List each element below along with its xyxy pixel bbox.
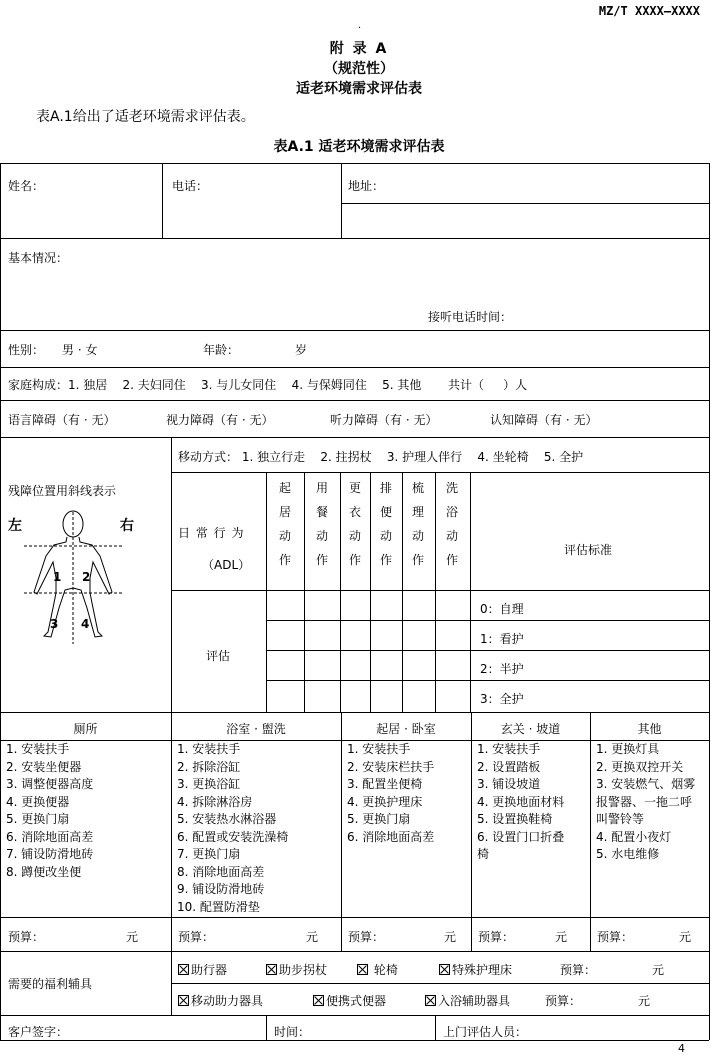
list-item: 8. 蹲便改坐便	[6, 864, 82, 879]
page-number: 4	[678, 1042, 685, 1055]
list-item: 3. 安装燃气、烟雾	[596, 777, 696, 791]
checked-box-icon[interactable]	[313, 995, 324, 1006]
list-item: 2. 安装床栏扶手	[347, 759, 435, 774]
list-item: 1. 安装扶手	[6, 742, 70, 756]
other-items	[596, 741, 695, 864]
adl-col-rising: 起 居 动 作	[278, 481, 291, 567]
age-unit: 岁	[295, 343, 308, 357]
list-item: 4. 更换便器	[6, 794, 70, 809]
list-item: 2. 设置踏板	[477, 759, 541, 774]
list-item: 2. 更换双控开关	[596, 759, 684, 774]
entrance-items	[477, 741, 564, 864]
mobility-mode[interactable]: 移动方式： 1. 独立行走 2. 拄拐杖 3. 护理人伴行 4. 坐轮椅 5. 全护	[178, 450, 584, 464]
criteria-2: 2：半护	[480, 662, 524, 676]
list-item: 椅	[477, 847, 490, 861]
standard-number: MZ/T XXXX—XXXX	[598, 4, 700, 18]
list-item: 9. 铺设防滑地砖	[177, 882, 265, 896]
budget-other-label[interactable]: 预算：	[597, 930, 634, 944]
budget-bathroom-label[interactable]: 预算：	[178, 930, 215, 944]
basic-info-label: 基本情况：	[8, 251, 69, 265]
call-time-label: 接听电话时间：	[428, 310, 513, 324]
list-item: 5. 安装热水淋浴器	[177, 812, 277, 826]
body-diagram-caption: 残障位置用斜线表示	[8, 484, 117, 498]
aid-crutch[interactable]: 助步拐杖	[266, 961, 327, 978]
budget-entrance-label[interactable]: 预算：	[478, 930, 515, 944]
checked-box-icon[interactable]	[266, 964, 277, 975]
list-item: 1. 安装扶手	[477, 742, 541, 756]
list-item: 6. 配置或安装洗澡椅	[177, 829, 289, 844]
list-item: 6. 设置门口折叠	[477, 829, 565, 844]
criteria-3: 3：全护	[480, 692, 524, 706]
aids-budget-unit-1: 元	[652, 963, 665, 977]
body-region-3: 3	[50, 617, 59, 631]
budget-other-unit: 元	[679, 930, 692, 944]
list-item: 3. 配置坐便椅	[347, 777, 423, 791]
list-item: 5. 更换门扇	[6, 812, 70, 826]
dot-mark: .	[358, 20, 362, 31]
checked-box-icon[interactable]	[357, 964, 368, 975]
list-item: 1. 安装扶手	[347, 742, 411, 756]
body-region-4: 4	[81, 617, 90, 631]
aid-walker[interactable]: 助行器	[178, 961, 227, 978]
hearing-impairment[interactable]: 听力障碍（有 · 无）	[330, 413, 438, 427]
adl-label: 日 常 行 为	[178, 526, 245, 540]
budget-bathroom-unit: 元	[306, 930, 319, 944]
area-title-entrance: 玄关 · 坡道	[500, 722, 561, 736]
adl-col-dressing: 更 衣 动 作	[348, 481, 361, 567]
area-title-toilet: 厕所	[73, 722, 98, 736]
list-item: 4. 更换护理床	[347, 794, 423, 809]
area-title-bedroom: 起居 · 卧室	[376, 722, 436, 736]
list-item: 3. 更换浴缸	[177, 777, 241, 791]
adl-abbrev: （ADL）	[202, 558, 251, 572]
criteria-1: 1：看护	[480, 632, 524, 646]
aid-portable-toilet[interactable]: 便携式便器	[313, 992, 386, 1009]
assessor-field[interactable]: 上门评估人员：	[443, 1025, 528, 1039]
right-side-label: 右	[120, 518, 134, 534]
area-title-other: 其他	[637, 722, 662, 736]
adl-col-grooming: 梳 理 动 作	[411, 481, 424, 567]
list-item: 7. 铺设防滑地砖	[6, 847, 94, 861]
appendix-label: 附 录 A	[329, 41, 389, 57]
criteria-header: 评估标准	[564, 543, 613, 557]
budget-toilet-unit: 元	[126, 930, 139, 944]
list-item: 4. 拆除淋浴房	[177, 794, 253, 809]
list-item: 6. 消除地面高差	[6, 829, 94, 844]
cognitive-impairment[interactable]: 认知障碍（有 · 无）	[490, 413, 598, 427]
list-item: 2. 拆除浴缸	[177, 759, 241, 774]
list-item: 5. 更换门扇	[347, 812, 411, 826]
checked-box-icon[interactable]	[425, 995, 436, 1006]
checked-box-icon[interactable]	[178, 964, 189, 975]
table-title: 表A.1 适老环境需求评估表	[273, 139, 445, 155]
list-item: 2. 安装坐便器	[6, 759, 82, 774]
budget-bedroom-label[interactable]: 预算：	[348, 930, 385, 944]
budget-toilet-label[interactable]: 预算：	[8, 930, 45, 944]
adl-col-bathing: 洗 浴 动 作	[445, 481, 458, 567]
bedroom-items	[347, 741, 434, 846]
age-label: 年龄：	[203, 343, 240, 357]
list-item: 5. 水电维修	[596, 847, 660, 861]
aids-budget-label-1[interactable]: 预算：	[560, 963, 597, 977]
list-item: 报警器、一拖二呼	[596, 794, 693, 809]
language-impairment[interactable]: 语言障碍（有 · 无）	[8, 413, 116, 427]
aid-bathing-device[interactable]: 入浴辅助器具	[425, 992, 510, 1009]
checked-box-icon[interactable]	[178, 995, 189, 1006]
checked-box-icon[interactable]	[439, 964, 450, 975]
evaluation-label: 评估	[206, 649, 231, 663]
adl-col-toileting: 排 便 动 作	[379, 481, 392, 567]
left-side-label: 左	[8, 518, 22, 534]
address-field[interactable]: 地址：	[348, 179, 385, 193]
aid-nursing-bed[interactable]: 特殊护理床	[439, 961, 512, 978]
gender-label: 性别：	[8, 343, 45, 357]
budget-bedroom-unit: 元	[444, 930, 457, 944]
customer-signature-field[interactable]: 客户签字：	[8, 1025, 69, 1039]
aids-budget-unit-2: 元	[638, 994, 651, 1008]
budget-entrance-unit: 元	[555, 930, 568, 944]
list-item: 8. 消除地面高差	[177, 864, 265, 879]
list-item: 4. 配置小夜灯	[596, 829, 672, 844]
appendix-title: 适老环境需求评估表	[296, 81, 422, 97]
area-title-bathroom: 浴室 · 盥洗	[226, 722, 286, 736]
welfare-aids-label: 需要的福利辅具	[8, 977, 93, 991]
list-item: 6. 消除地面高差	[347, 829, 435, 844]
intro-text: 表A.1给出了适老环境需求评估表。	[36, 109, 255, 125]
aid-wheelchair[interactable]: 轮椅	[357, 961, 398, 978]
list-item: 1. 安装扶手	[177, 742, 241, 756]
aids-budget-label-2[interactable]: 预算：	[545, 994, 582, 1008]
list-item: 3. 调整便器高度	[6, 777, 94, 791]
vision-impairment[interactable]: 视力障碍（有 · 无）	[166, 413, 274, 427]
list-item: 7. 更换门扇	[177, 847, 241, 861]
criteria-0: 0：自理	[480, 602, 524, 616]
list-item: 叫警铃等	[596, 812, 645, 826]
aid-mobility-device[interactable]: 移动助力器具	[178, 992, 263, 1009]
body-outline-icon	[20, 508, 130, 648]
phone-field[interactable]: 电话：	[172, 179, 209, 193]
time-field[interactable]: 时间：	[274, 1025, 311, 1039]
body-region-1: 1	[53, 570, 62, 584]
list-item: 10. 配置防滑垫	[177, 899, 260, 914]
toilet-items	[6, 741, 93, 881]
list-item: 1. 更换灯具	[596, 742, 660, 756]
family-composition[interactable]: 家庭构成：1. 独居 2. 夫妇同住 3. 与儿女同住 4. 与保姆同住 5. 其他 共计（ ）人	[8, 378, 528, 392]
bathroom-items	[177, 741, 288, 916]
gender-options[interactable]: 男 · 女	[62, 343, 98, 357]
name-field[interactable]: 姓名：	[8, 179, 45, 193]
list-item: 3. 铺设坡道	[477, 777, 541, 791]
body-region-2: 2	[82, 570, 91, 584]
list-item: 5. 设置换鞋椅	[477, 812, 553, 826]
adl-col-eating: 用 餐 动 作	[315, 481, 328, 567]
appendix-normative: （规范性）	[324, 61, 394, 77]
list-item: 4. 更换地面材料	[477, 794, 565, 809]
